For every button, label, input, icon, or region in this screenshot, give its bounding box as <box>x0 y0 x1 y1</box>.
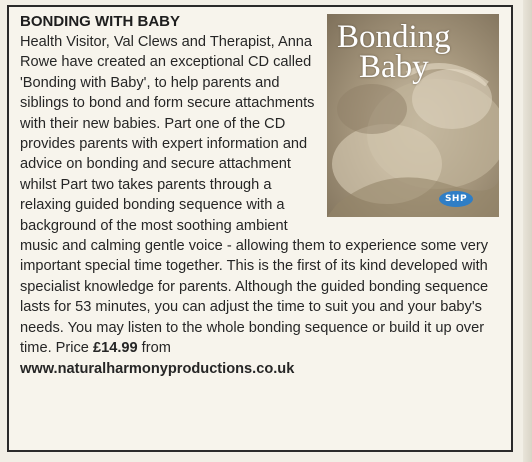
shp-logo-icon: SHP <box>439 191 473 207</box>
page-edge <box>523 0 532 462</box>
cd-cover-image <box>327 14 499 217</box>
article-headline: BONDING WITH BABY <box>20 13 180 30</box>
article <box>20 12 510 379</box>
website-link[interactable]: www.naturalharmonyproductions.co.uk <box>20 360 295 377</box>
article-body: Health Visitor, Val Clews and Therapist, Anna Rowe have created an exceptional CD called 'Bonding with Baby', to help parents and siblings to bond and form secure attachments with their new babies. Part one of the CD provides parents with expert information and advice on bonding and secure attachment whilst Part two takes parents through a relaxing guided bonding sequence with a background of the most soothing ambient music and calming gentle voice - allowing them to experience some very important special time together. This is the first of its kind developed with specialist knowledge for parents. Although the guided bonding sequence lasts for 53 minutes, you can adjust the time to suit you and your baby's needs. You may listen to the whole bonding sequence or build it up over time. Price <box>20 34 489 357</box>
price: £14.99 <box>92 340 138 357</box>
cover-title <box>337 19 451 85</box>
cover-title-line2: Baby <box>359 49 429 85</box>
cover-title-line1: Bonding <box>337 19 451 55</box>
price-suffix: from <box>137 340 171 357</box>
